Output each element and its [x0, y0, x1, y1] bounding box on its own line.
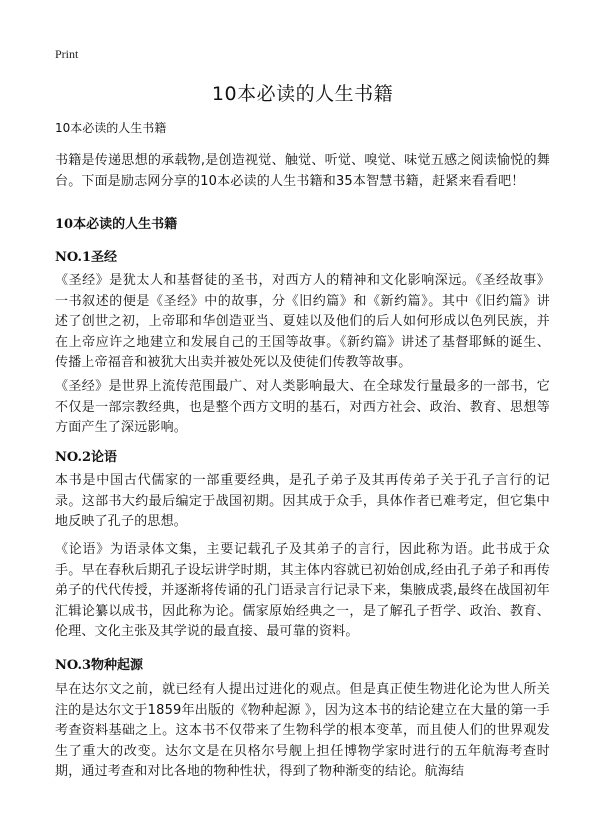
print-link[interactable]: Print: [55, 47, 79, 61]
book-3-paragraph-1: 早在达尔文之前，就已经有人提出过进化的观点。但是真正使生物进化论为世人所关注的是达尔文于1859年出版的《物种起源 》，因为这本书的结论建立在大量的第一手考查资料基础之上。这本书不仅带来了生物科学的根本变革，而且使人们的世界观发生了重大的改变。达尔文是在贝格尔号舰上担任博物学家时进行的五年航海考查时期，通过考查和对比各地的物种性状，得到了物种渐变的结论。航海结: [55, 682, 550, 779]
intro-paragraph: 书籍是传递思想的承载物,是创造视觉、触觉、听觉、嗅觉、味觉五感之阅读愉悦的舞台。下面是励志网分享的10本必读的人生书籍和35本智慧书籍，赶紧来看看吧！: [55, 153, 550, 189]
book-2-paragraph-2: 《论语》为语录体文集，主要记载孔子及其弟子的言行，因此称为语。此书成于众手。早在春秋后期孔子设坛讲学时期，其主体内容就已初始创成,经由孔子弟子和再传弟子的代代传授，并逐渐将传诵的孔门语录言行记录下来，集腋成裘,最终在战国初年汇辑论纂以成书，因此称为论。儒家原始经典之一，是了解孔子哲学、政治、教育、伦理、文化主张及其学说的最直接、最可靠的资料。: [55, 542, 550, 639]
section-heading: 10本必读的人生书籍: [55, 217, 178, 232]
book-heading-2: NO.2论语: [55, 450, 118, 465]
page-title: 10本必读的人生书籍: [211, 83, 394, 105]
book-1-paragraph-1: 《圣经》是犹太人和基督徒的圣书，对西方人的精神和文化影响深远。《圣经故事》一书叙述的便是《圣经》中的故事，分《旧约篇》和《新约篇》。其中《旧约篇》讲述了创世之初，上帝耶和华创造亚当、夏娃以及他们的后人如何形成以色列民族，并在上帝应许之地建立和发展自己的王国等故事。《新约篇》讲述了基督耶稣的诞生、传播上帝福音和被犹大出卖并被处死以及使徒们传教等故事。: [55, 273, 550, 370]
book-heading-3: NO.3物种起源: [55, 658, 144, 673]
book-2-paragraph-1: 本书是中国古代儒家的一部重要经典，是孔子弟子及其再传弟子关于孔子言行的记录。这部书大约最后编定于战国初期。因其成于众手，具体作者已难考定，但它集中地反映了孔子的思想。: [55, 473, 550, 529]
book-1-paragraph-2: 《圣经》是世界上流传范围最广、对人类影响最大、在全球发行量最多的一部书，它不仅是一部宗教经典，也是整个西方文明的基石，对西方社会、政治、教育、思想等方面产生了深远影响。: [55, 379, 550, 435]
document-subtitle: 10本必读的人生书籍: [55, 121, 167, 135]
book-heading-1: NO.1圣经: [55, 250, 118, 265]
